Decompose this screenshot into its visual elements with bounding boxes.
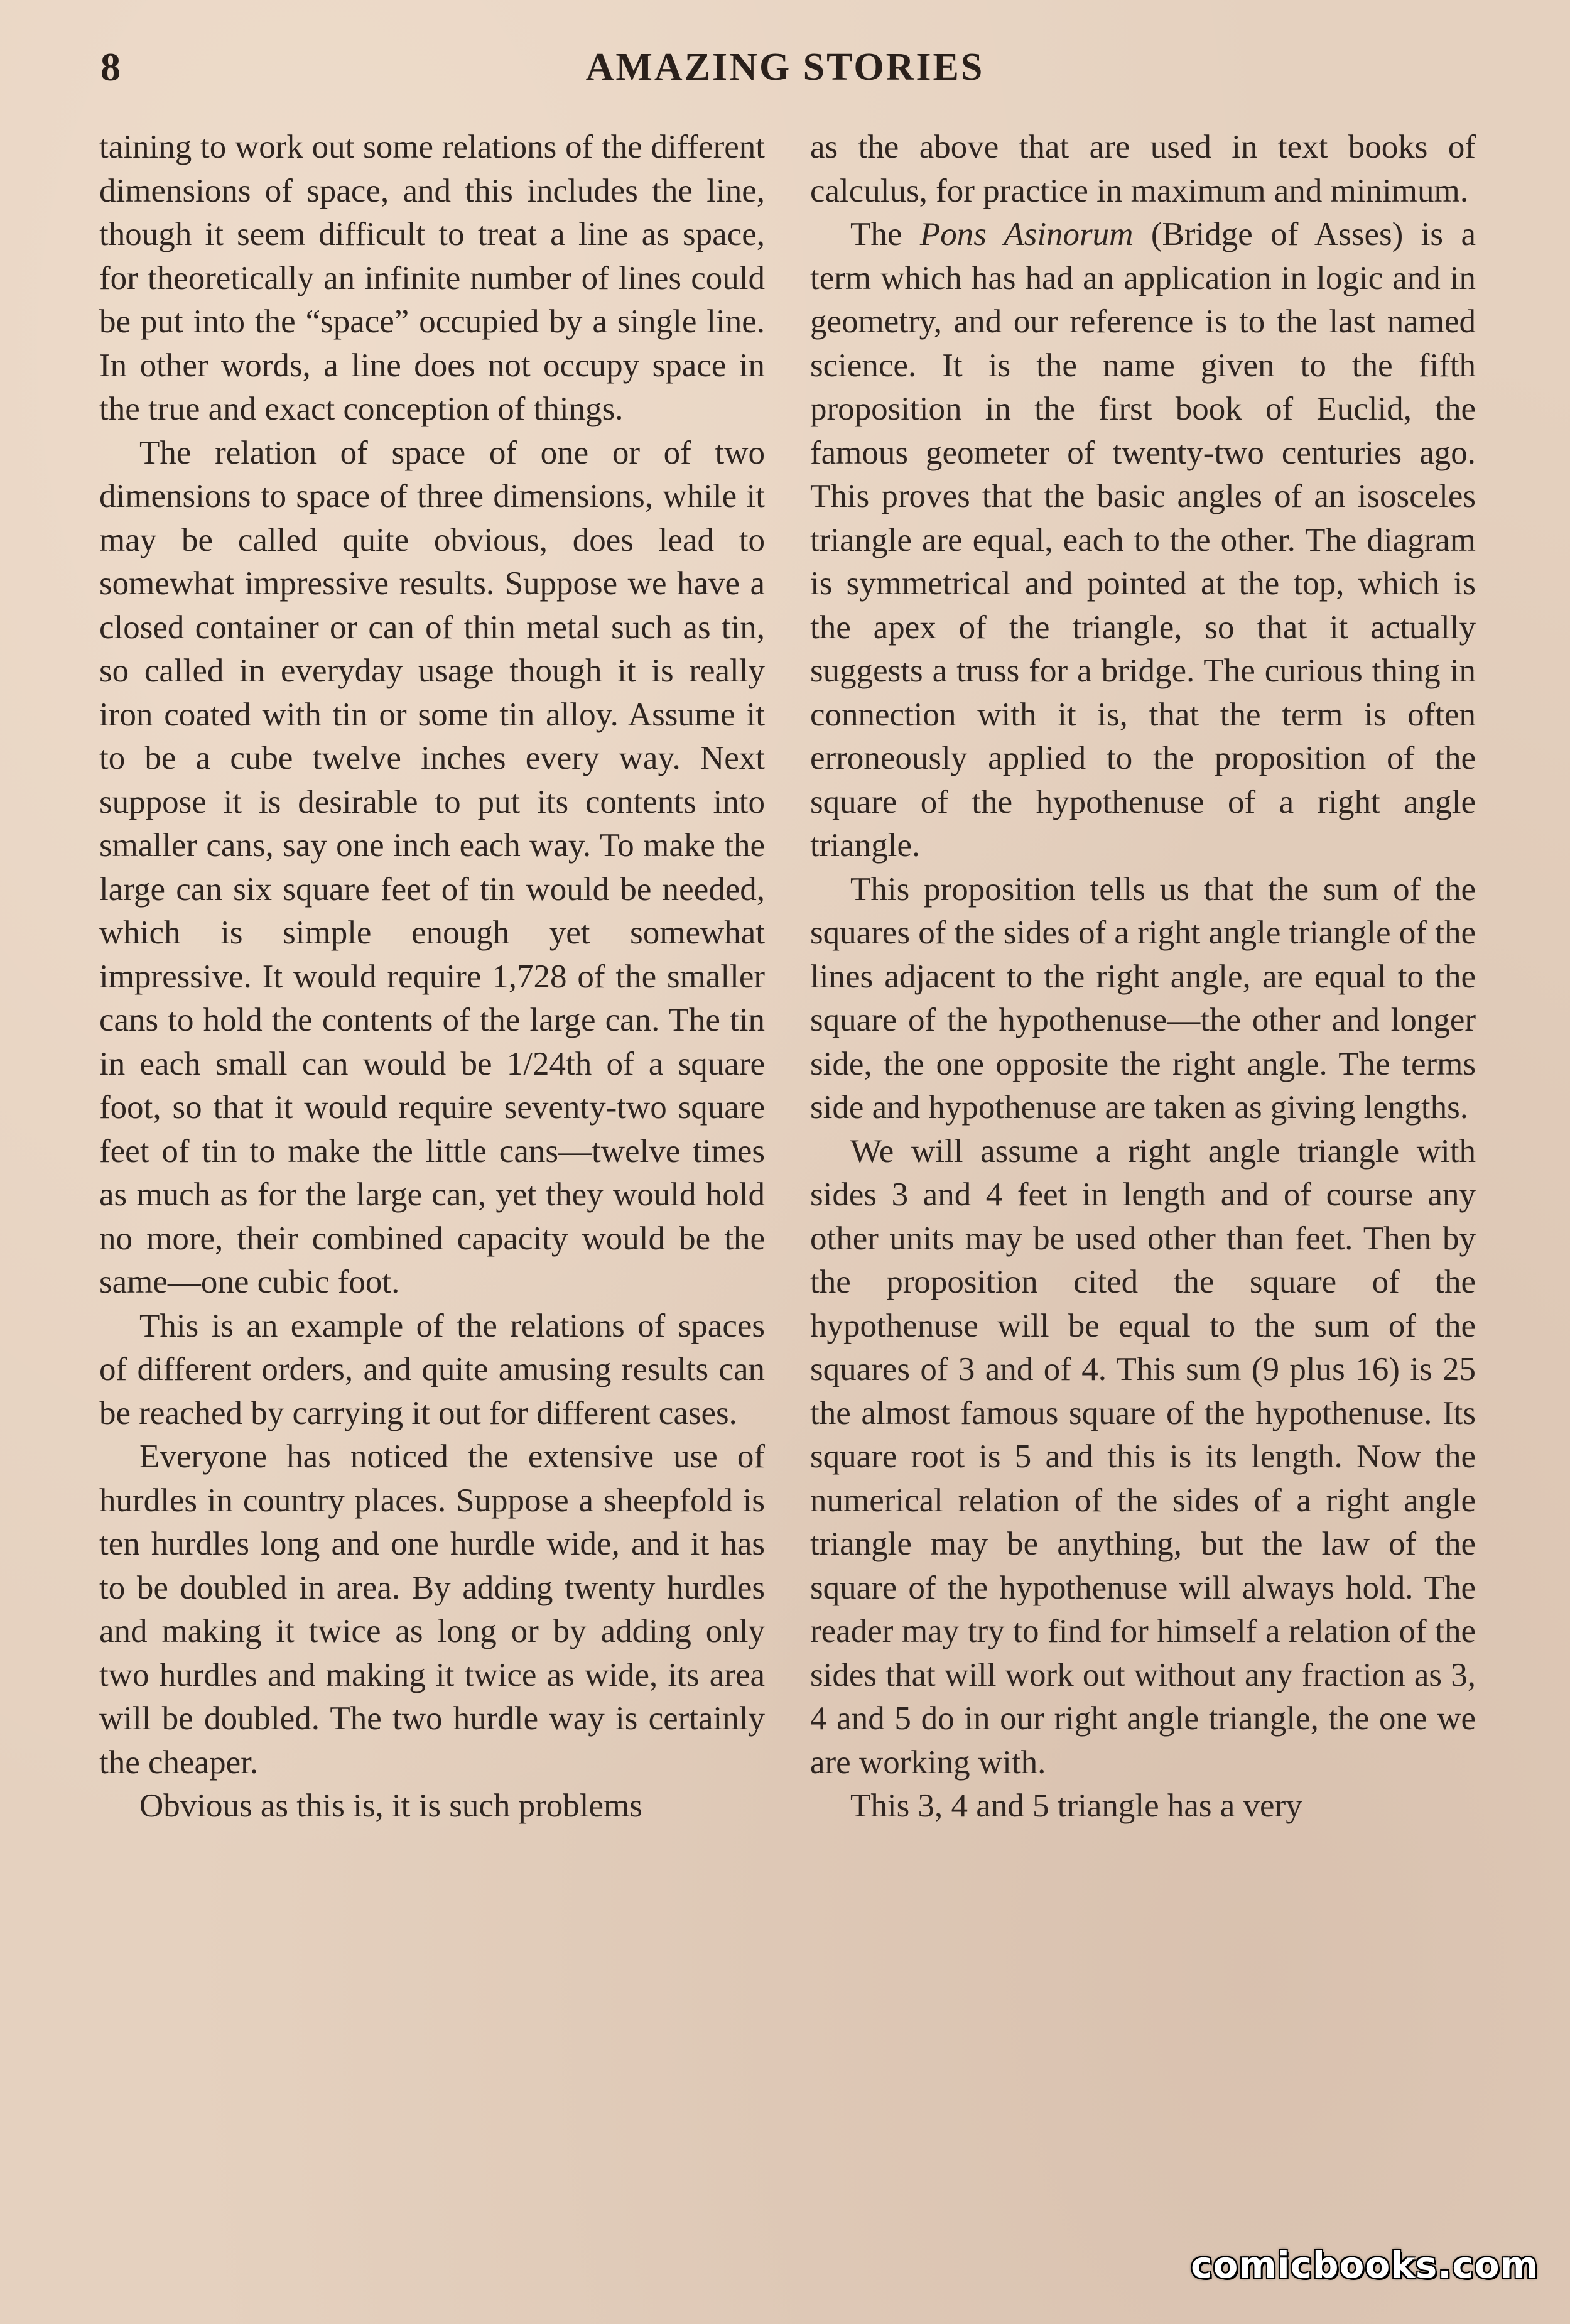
left-paragraph-1: taining to work out some relations of the different dimensions of space, and this includes the line, though it seem difficult to treat a line as space, for theoretically an infinite number of lines could be put into the “space” occupied by a single line. In other words, a line does not occupy space in the true and exact conception of things. (99, 129, 765, 427)
right-paragraph-3: This proposition tells us that the sum of the squares of the sides of a right angle triangle of the lines adjacent to the right angle, are equal to the square of the hypothenuse—the other and longer side, the one opposite the right angle. The terms side and hypothenuse are taken as giving lengths. (810, 871, 1476, 1126)
pons-text-after: (Bridge of Asses) is a term which has had an application in logic and in geometry, and our reference is to the last named science. It is the name given to the fifth proposition in the first book of Euclid, the famous geometer of twenty-two centuries ago. This proves that the basic angles of an isosceles triangle are equal, each to the other. The diagram is symmetrical and pointed at the top, which is the apex of the triangle, so that it actually suggests a truss for a bridge. The curious thing in connection with it is, that the term is often erroneously applied to the proposition of the square of the hypothenuse of a right angle triangle. (810, 216, 1476, 864)
pons-asinorum-italic: Pons Asinorum (919, 216, 1134, 252)
right-paragraph-2 (810, 213, 1476, 868)
running-head: AMAZING STORIES (585, 46, 985, 89)
right-column (810, 126, 1476, 1828)
left-column (99, 126, 765, 1828)
left-paragraph-2: The relation of space of one or of two dimensions to space of three dimensions, while it may be called quite obvious, does lead to somewhat impressive results. Suppose we have a closed container or can of thin metal such as tin, so called in everyday usage though it is really iron coated with tin or some tin alloy. Assume it to be a cube twelve inches every way. Next suppose it is desirable to put its contents into smaller cans, say one inch each way. To make the large can six square feet of tin would be needed, which is simple enough yet somewhat impressive. It would require 1,728 of the smaller cans to hold the contents of the large can. The tin in each small can would be 1/24th of a square foot, so that it would require seventy-two square feet of tin to make the little cans—twelve times as much as for the large can, yet they would hold no more, their combined capacity would be the same—one cubic foot. (99, 434, 765, 1300)
right-paragraph-1: as the above that are used in text books of calculus, for practice in maximum and minimum. (810, 129, 1476, 209)
watermark: comicbooks.com (1191, 2244, 1539, 2286)
right-paragraph-5: This 3, 4 and 5 triangle has a very (850, 1788, 1302, 1824)
pons-text-before: The (850, 216, 920, 252)
left-paragraph-4: Everyone has noticed the extensive use of hurdles in country places. Suppose a sheepfold is ten hurdles long and one hurdle wide, and it has to be doubled in area. By adding twenty hurdles and making it twice as long or by adding only two hurdles and making it twice as wide, its area will be doubled. The two hurdle way is certainly the cheaper. (99, 1438, 765, 1781)
left-paragraph-3: This is an example of the relations of spaces of different orders, and quite amusing results can be reached by carrying it out for different cases. (99, 1307, 765, 1431)
left-paragraph-5: Obvious as this is, it is such problems (139, 1788, 642, 1824)
page-number: 8 (100, 45, 121, 89)
right-paragraph-4: We will assume a right angle triangle with sides 3 and 4 feet in length and of course any other units may be used other than feet. Then by the proposition cited the square of the hypothenuse will be equal to the sum of the squares of 3 and of 4. This sum (9 plus 16) is 25 the almost famous square of the hypothenuse. Its square root is 5 and this is its length. Now the numerical relation of the sides of a right angle triangle may be anything, but the law of the square of the hypothenuse will always hold. The reader may try to find for himself a relation of the sides that will work out without any fraction as 3, 4 and 5 do in our right angle triangle, the one we are working with. (810, 1132, 1476, 1781)
